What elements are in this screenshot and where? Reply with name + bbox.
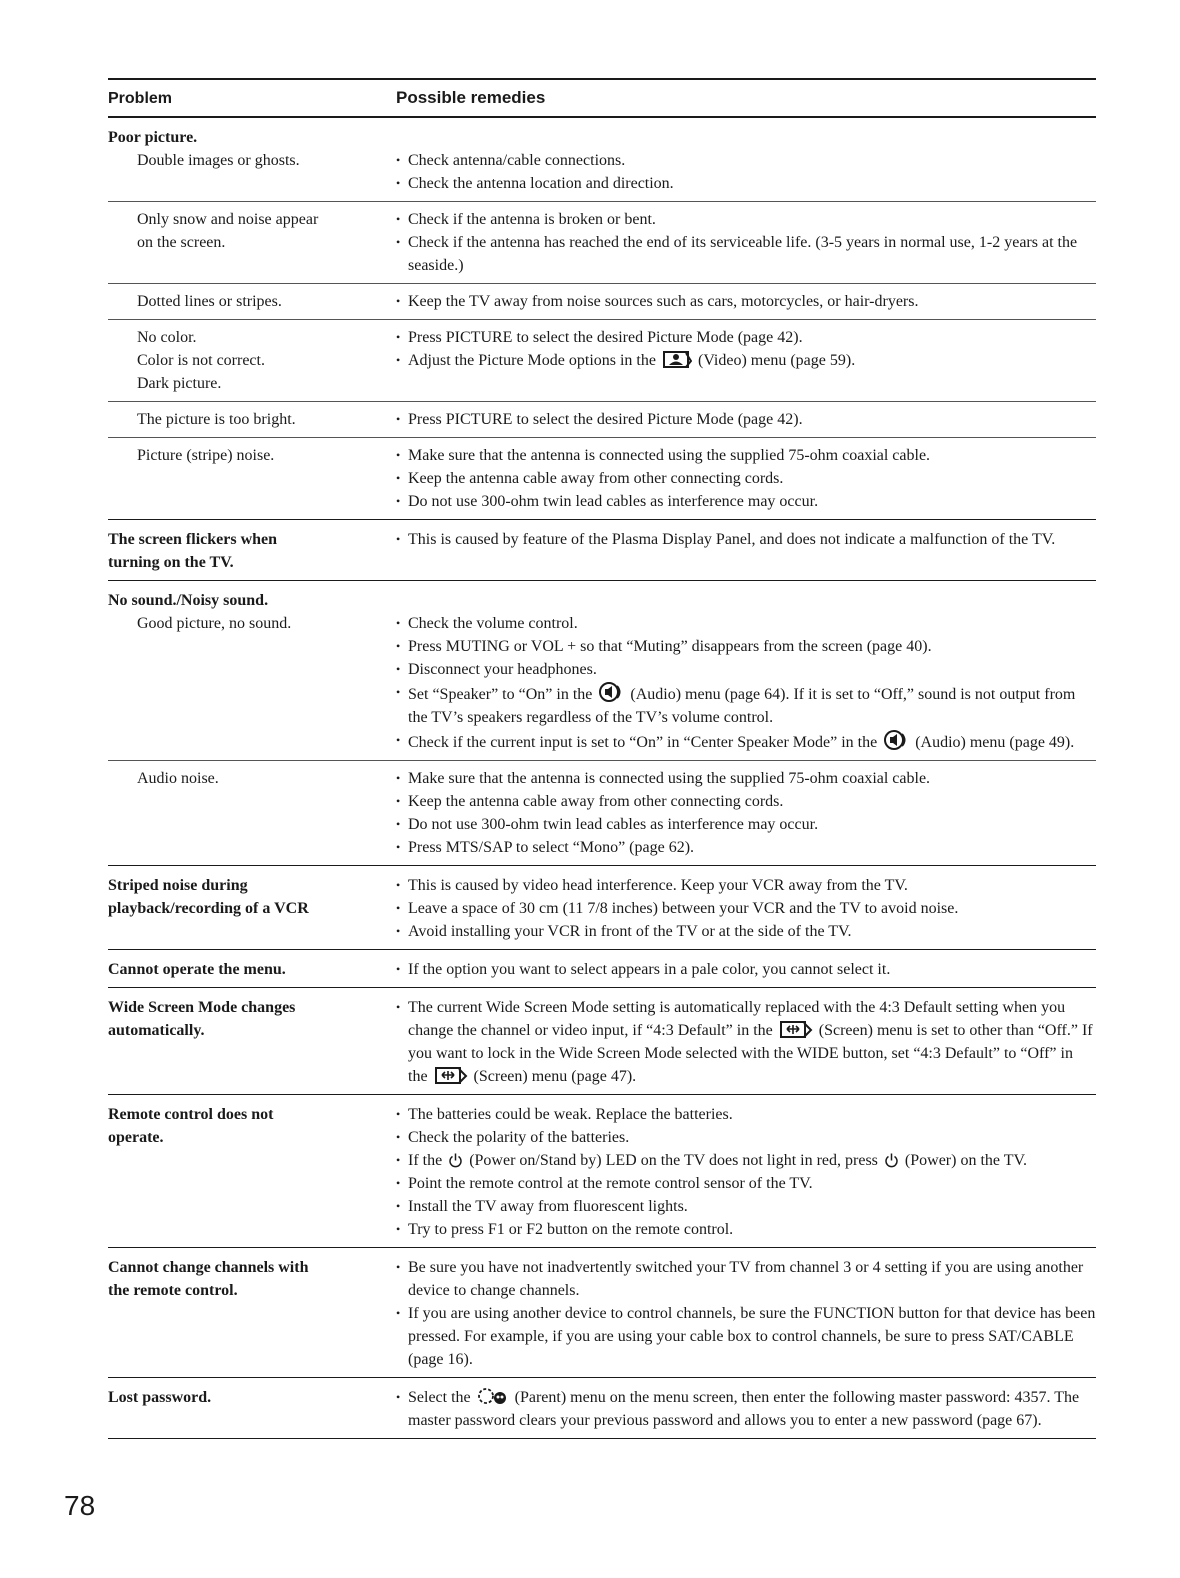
- power-icon: [448, 1152, 463, 1169]
- remedy-item: • Try to press F1 or F2 button on the remote control.: [396, 1218, 1096, 1241]
- section-striped-noise: [108, 866, 1096, 950]
- table-row: [108, 866, 1096, 949]
- screen-menu-icon: [779, 1019, 813, 1039]
- section-no-sound: [108, 581, 1096, 866]
- remedy-item: • Check antenna/cable connections.: [396, 149, 1096, 172]
- remedy-item: • Press PICTURE to select the desired Picture Mode (page 42).: [396, 326, 1096, 349]
- problem-title: automatically.: [108, 1022, 205, 1039]
- remedy-item: • This is caused by feature of the Plasma Display Panel, and does not indicate a malfunction of the TV.: [396, 528, 1096, 551]
- section-cannot-operate-menu: [108, 950, 1096, 988]
- remedy-item: • Set “Speaker” to “On” in the (Audio) menu (page 64). If it is set to “Off,” sound is not output from the TV’s speakers regardless of the TV’s volume control.: [396, 681, 1096, 729]
- table-row: [108, 401, 1096, 437]
- problem-text: No color.: [137, 329, 197, 346]
- problem-title: turning on the TV.: [108, 554, 234, 571]
- table-row: [108, 283, 1096, 319]
- section-title: No sound./Noisy sound.: [108, 592, 269, 609]
- problem-title: Lost password.: [108, 1389, 212, 1406]
- remedy-item: • Disconnect your headphones.: [396, 658, 1096, 681]
- problem-title: Cannot operate the menu.: [108, 961, 286, 978]
- section-wide-screen-mode: [108, 988, 1096, 1095]
- remedy-item: • Install the TV away from fluorescent lights.: [396, 1195, 1096, 1218]
- screen-menu-icon: [434, 1065, 468, 1085]
- remedy-item: • Press MTS/SAP to select “Mono” (page 62).: [396, 836, 1096, 859]
- problem-title: Wide Screen Mode changes: [108, 999, 296, 1016]
- remedy-item: • Press PICTURE to select the desired Picture Mode (page 42).: [396, 408, 1096, 431]
- remedy-item: • Do not use 300-ohm twin lead cables as interference may occur.: [396, 813, 1096, 836]
- power-icon: [884, 1152, 899, 1169]
- problem-text: Color is not correct.: [137, 352, 265, 369]
- remedy-item: • The current Wide Screen Mode setting is automatically replaced with the 4:3 Default setting when you change the channel or video input, if “4:3 Default” in the (Screen) menu is set to other than “Off.” If you want to lock in the Wide Screen Mode selected with the WIDE button, set “4:3 Default” to “Off” in the (Screen) menu (page 47).: [396, 996, 1096, 1088]
- problem-title: the remote control.: [108, 1282, 238, 1299]
- video-menu-icon: [662, 349, 692, 369]
- problem-text: Double images or ghosts.: [137, 152, 300, 169]
- remedy-item: • Be sure you have not inadvertently switched your TV from channel 3 or 4 setting if you are using another device to change channels.: [396, 1256, 1096, 1302]
- problem-text: on the screen.: [137, 234, 226, 251]
- remedy-item: • The batteries could be weak. Replace the batteries.: [396, 1103, 1096, 1126]
- section-poor-picture: [108, 118, 1096, 520]
- remedy-item: • Keep the antenna cable away from other connecting cords.: [396, 790, 1096, 813]
- remedy-item: • If you are using another device to control channels, be sure the FUNCTION button for that device has been pressed. For example, if you are using your cable box to control channels, be sure to press SAT/CABLE (page 16).: [396, 1302, 1096, 1371]
- page-number: 78: [64, 1490, 96, 1521]
- remedy-item: • Adjust the Picture Mode options in the (Video) menu (page 59).: [396, 349, 1096, 372]
- parent-menu-icon: [477, 1386, 509, 1406]
- problem-text: Dotted lines or stripes.: [137, 293, 282, 310]
- remedy-item: • Check the antenna location and direction.: [396, 172, 1096, 195]
- section-title: Poor picture.: [108, 129, 198, 146]
- remedy-item: • Make sure that the antenna is connected using the supplied 75-ohm coaxial cable.: [396, 444, 1096, 467]
- problem-text: Picture (stripe) noise.: [137, 447, 275, 464]
- table-row: [108, 612, 1096, 760]
- table-row: [108, 520, 1096, 580]
- remedy-item: • Check the polarity of the batteries.: [396, 1126, 1096, 1149]
- table-row: [108, 1378, 1096, 1438]
- remedy-item: • Press MUTING or VOL + so that “Muting” disappears from the screen (page 40).: [396, 635, 1096, 658]
- problem-text: Good picture, no sound.: [137, 615, 292, 632]
- table-row: [108, 1095, 1096, 1247]
- remedy-item: • Point the remote control at the remote control sensor of the TV.: [396, 1172, 1096, 1195]
- remedy-item: • Check the volume control.: [396, 612, 1096, 635]
- remedy-item: • Select the (Parent) menu on the menu screen, then enter the following master password: 4357. The master password clears your previous password and allows you to enter a new password (page 67).: [396, 1386, 1096, 1432]
- problem-title: operate.: [108, 1129, 164, 1146]
- audio-menu-icon: [883, 729, 909, 751]
- table-row: [108, 149, 1096, 201]
- remedy-item: • Do not use 300-ohm twin lead cables as interference may occur.: [396, 490, 1096, 513]
- remedy-item: • Keep the TV away from noise sources such as cars, motorcycles, or hair-dryers.: [396, 290, 1096, 313]
- table-row: [108, 950, 1096, 987]
- problem-text: Audio noise.: [137, 770, 219, 787]
- section-screen-flickers: [108, 520, 1096, 581]
- problem-title: Cannot change channels with: [108, 1259, 309, 1276]
- problem-title: The screen flickers when: [108, 531, 278, 548]
- section-lost-password: [108, 1378, 1096, 1439]
- section-remote-control: [108, 1095, 1096, 1248]
- problem-header: Problem: [108, 89, 173, 107]
- remedy-item: • This is caused by video head interference. Keep your VCR away from the TV.: [396, 874, 1096, 897]
- problem-title: Remote control does not: [108, 1106, 274, 1123]
- remedy-item: • If the (Power on/Stand by) LED on the TV does not light in red, press (Power) on the TV.: [396, 1149, 1096, 1172]
- table-row: [108, 319, 1096, 401]
- table-row: [108, 1248, 1096, 1377]
- remedy-item: • Check if the current input is set to “On” in “Center Speaker Mode” in the (Audio) menu (page 49).: [396, 729, 1096, 754]
- problem-title: Striped noise during: [108, 877, 248, 894]
- problem-title: playback/recording of a VCR: [108, 900, 309, 917]
- remedy-item: • Avoid installing your VCR in front of the TV or at the side of the TV.: [396, 920, 1096, 943]
- table-row: [108, 437, 1096, 519]
- table-header: [108, 80, 1096, 116]
- problem-text: The picture is too bright.: [137, 411, 296, 428]
- remedy-item: • Leave a space of 30 cm (11 7/8 inches) between your VCR and the TV to avoid noise.: [396, 897, 1096, 920]
- problem-text: Only snow and noise appear: [137, 211, 319, 228]
- remedies-header: Possible remedies: [396, 88, 546, 107]
- remedy-item: • Check if the antenna has reached the end of its serviceable life. (3-5 years in normal use, 1-2 years at the seaside.): [396, 231, 1096, 277]
- remedy-item: • If the option you want to select appears in a pale color, you cannot select it.: [396, 958, 1096, 981]
- table-row: [108, 760, 1096, 865]
- audio-menu-icon: [598, 681, 624, 703]
- remedy-item: • Check if the antenna is broken or bent.: [396, 208, 1096, 231]
- section-cannot-change-channels: [108, 1248, 1096, 1378]
- problem-text: Dark picture.: [137, 375, 222, 392]
- remedy-item: • Make sure that the antenna is connected using the supplied 75-ohm coaxial cable.: [396, 767, 1096, 790]
- table-row: [108, 201, 1096, 283]
- table-row: [108, 988, 1096, 1094]
- remedy-item: • Keep the antenna cable away from other connecting cords.: [396, 467, 1096, 490]
- troubleshooting-table: [108, 78, 1096, 1439]
